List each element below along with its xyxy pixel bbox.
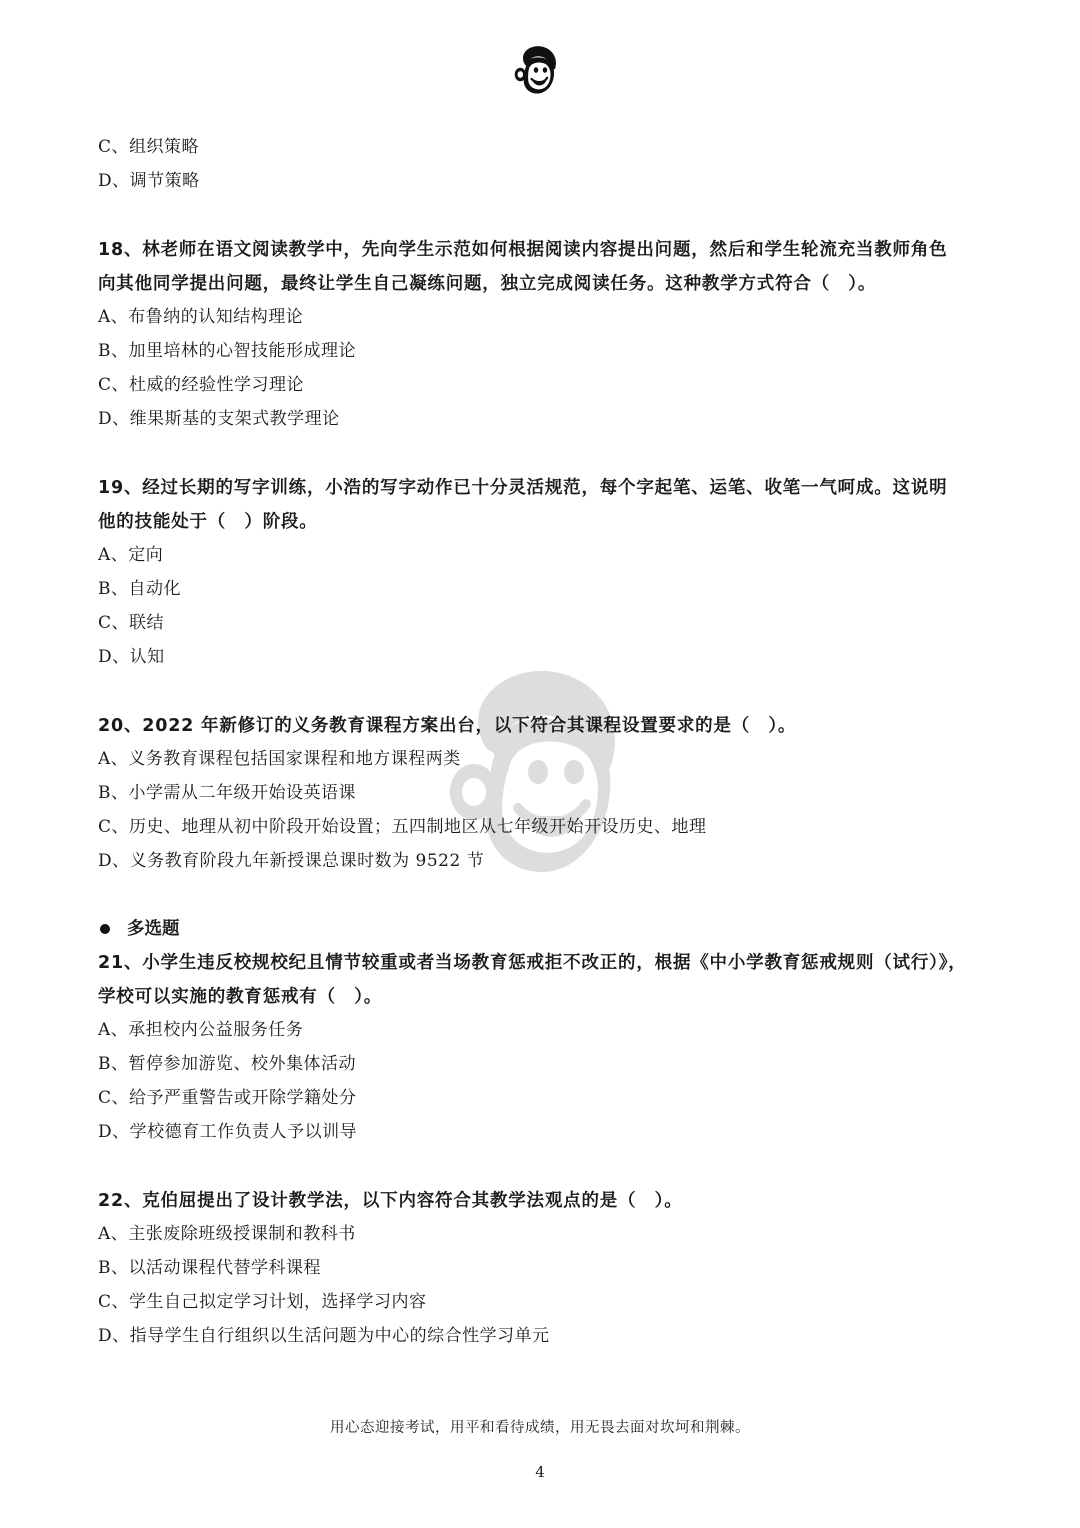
question-text: 21、小学生违反校规校纪且情节较重或者当场教育惩戒拒不改正的，根据《中小学教育惩戒规则（试行）》， [98, 953, 967, 973]
option-line: C、给予严重警告或开除学籍处分 [98, 1088, 357, 1108]
footer-quote: 用心态迎接考试，用平和看待成绩，用无畏去面对坎坷和荆棘。 [330, 1420, 750, 1436]
option-line: B、小学需从二年级开始设英语课 [98, 783, 356, 803]
question-text: 向其他同学提出问题，最终让学生自己凝练问题，独立完成阅读任务。这种教学方式符合（ ）。 [98, 274, 877, 294]
question-text: 学校可以实施的教育惩戒有（ ）。 [98, 987, 383, 1007]
section-heading-text: 多选题 [127, 919, 180, 939]
bullet-icon [100, 924, 110, 934]
option-line: A、定向 [98, 545, 164, 565]
question-text: 19、经过长期的写字训练，小浩的写字动作已十分灵活规范，每个字起笔、运笔、收笔一气呵成。这说明 [98, 478, 948, 498]
option-line: C、组织策略 [98, 137, 200, 157]
option-line: D、义务教育阶段九年新授课总课时数为 9522 节 [98, 851, 485, 871]
option-line: A、主张废除班级授课制和教科书 [98, 1224, 356, 1244]
question-text: 18、林老师在语文阅读教学中，先向学生示范如何根据阅读内容提出问题，然后和学生轮流充当教师角色 [98, 240, 948, 260]
option-line: D、调节策略 [98, 171, 200, 191]
option-line: D、认知 [98, 647, 165, 667]
option-line: B、自动化 [98, 579, 181, 599]
question-text: 20、2022 年新修订的义务教育课程方案出台，以下符合其课程设置要求的是（ ）。 [98, 716, 797, 736]
option-line: D、指导学生自行组织以生活问题为中心的综合性学习单元 [98, 1326, 550, 1346]
question-text: 22、克伯屈提出了设计教学法，以下内容符合其教学法观点的是（ ）。 [98, 1191, 683, 1211]
option-line: D、学校德育工作负责人予以训导 [98, 1122, 358, 1142]
option-line: A、承担校内公益服务任务 [98, 1020, 304, 1040]
monkey-mascot-icon [508, 42, 564, 98]
option-line: D、维果斯基的支架式教学理论 [98, 409, 340, 429]
page-number: 4 [535, 1463, 545, 1481]
option-line: A、义务教育课程包括国家课程和地方课程两类 [98, 749, 461, 769]
option-line: C、联结 [98, 613, 165, 633]
option-line: B、暂停参加游览、校外集体活动 [98, 1054, 356, 1074]
option-line: B、以活动课程代替学科课程 [98, 1258, 321, 1278]
question-text: 他的技能处于（ ）阶段。 [98, 512, 318, 532]
option-line: C、杜威的经验性学习理论 [98, 375, 305, 395]
option-line: B、加里培林的心智技能形成理论 [98, 341, 356, 361]
section-heading [100, 917, 180, 941]
option-line: C、学生自己拟定学习计划，选择学习内容 [98, 1292, 427, 1312]
option-line: A、布鲁纳的认知结构理论 [98, 307, 304, 327]
option-line: C、历史、地理从初中阶段开始设置；五四制地区从七年级开始开设历史、地理 [98, 817, 707, 837]
